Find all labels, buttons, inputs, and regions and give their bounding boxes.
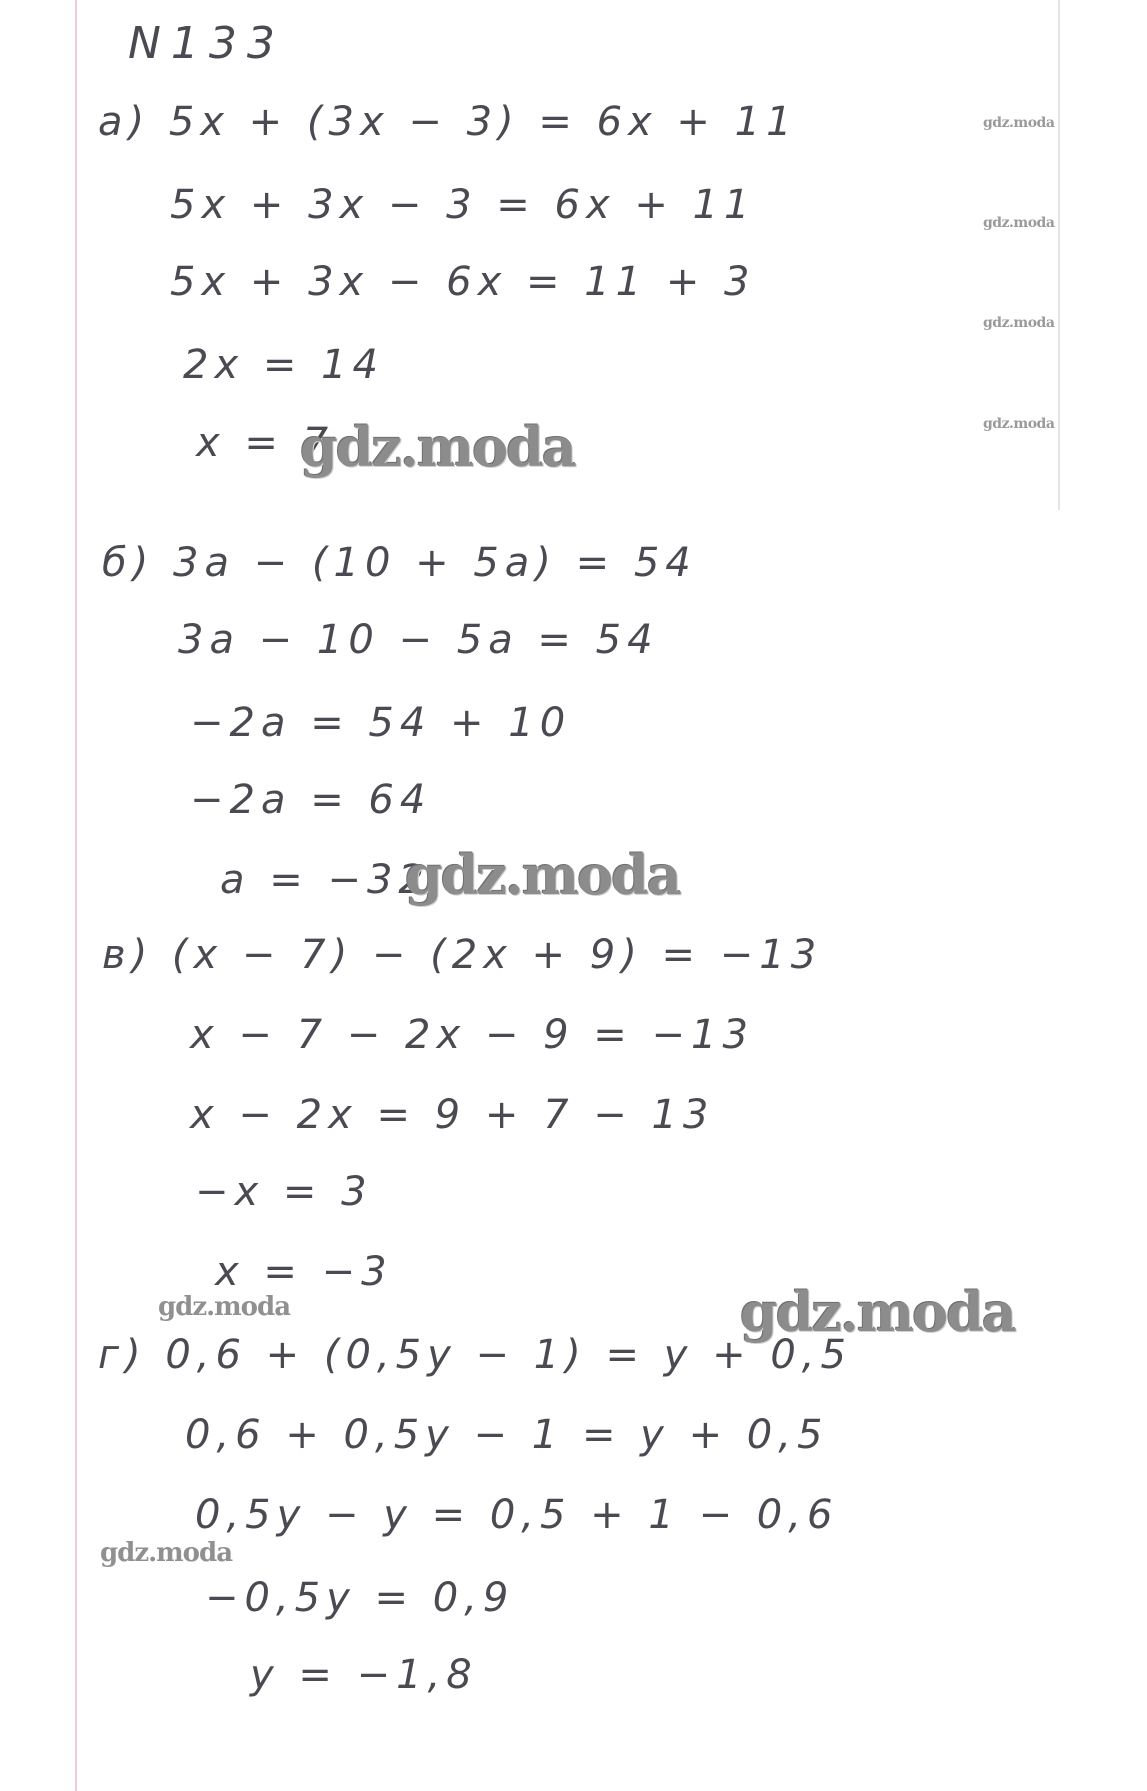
watermark-large: gdz.moda — [300, 415, 575, 479]
part-d-line-2: 0,6 + 0,5y − 1 = y + 0,5 — [185, 1412, 829, 1458]
part-d-line-4: −0,5y = 0,9 — [205, 1575, 515, 1621]
part-c-line-4: −x = 3 — [195, 1169, 373, 1215]
exercise-number: N133 — [128, 18, 285, 69]
part-a-line-1: а) 5x + (3x − 3) = 6x + 11 — [98, 99, 798, 145]
part-c-line-1: в) (x − 7) − (2x + 9) = −13 — [102, 932, 823, 978]
part-c-line-2: x − 7 − 2x − 9 = −13 — [190, 1012, 754, 1058]
part-b-line-2: 3a − 10 − 5a = 54 — [178, 617, 659, 663]
part-c-answer: x = −3 — [215, 1249, 393, 1295]
watermark-medium: gdz.moda — [158, 1292, 291, 1322]
part-b-answer: a = −32 — [220, 857, 430, 903]
part-a-answer: x = 7 — [196, 420, 335, 466]
watermark-medium: gdz.moda — [100, 1538, 233, 1568]
watermark-large: gdz.moda — [405, 843, 680, 907]
part-d-line-1: г) 0,6 + (0,5y − 1) = y + 0,5 — [98, 1332, 852, 1378]
part-b-line-1: б) 3a − (10 + 5a) = 54 — [102, 540, 697, 586]
watermark-small: gdz.moda — [983, 315, 1055, 331]
part-c-line-3: x − 2x = 9 + 7 − 13 — [190, 1092, 715, 1138]
part-b-line-4: −2a = 64 — [190, 777, 432, 823]
part-d-answer: y = −1,8 — [250, 1652, 478, 1698]
part-b-line-3: −2a = 54 + 10 — [190, 700, 572, 746]
part-d-line-3: 0,5y − y = 0,5 + 1 − 0,6 — [195, 1492, 839, 1538]
margin-line — [75, 0, 77, 1791]
page-edge-line — [1058, 0, 1060, 510]
part-a-line-4: 2x = 14 — [183, 342, 384, 388]
watermark-small: gdz.moda — [983, 416, 1055, 432]
part-a-line-3: 5x + 3x − 6x = 11 + 3 — [170, 259, 756, 305]
watermark-large: gdz.moda — [740, 1280, 1015, 1344]
part-a-line-2: 5x + 3x − 3 = 6x + 11 — [170, 182, 756, 228]
watermark-small: gdz.moda — [983, 215, 1055, 231]
watermark-small: gdz.moda — [983, 115, 1055, 131]
